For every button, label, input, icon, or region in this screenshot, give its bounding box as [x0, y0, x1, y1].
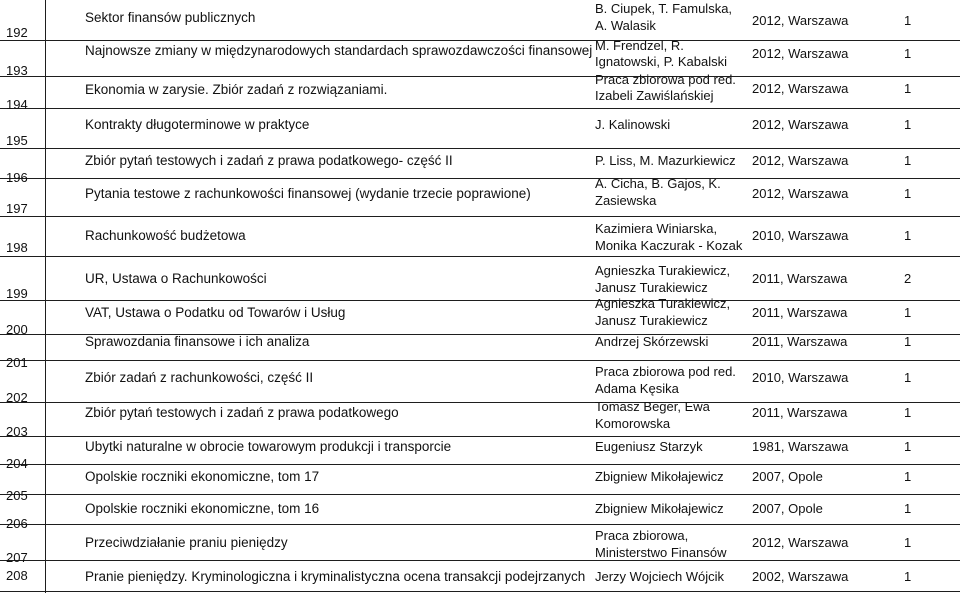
row-number: 204: [6, 456, 28, 471]
row-number: 203: [6, 424, 28, 439]
quantity: 1: [904, 228, 912, 243]
row-number: 195: [6, 133, 28, 148]
book-author-line: Ministerstwo Finansów: [595, 545, 727, 560]
book-title: Najnowsze zmiany w międzynarodowych standardach sprawozdawczości finansowej: [85, 43, 593, 58]
book-author-line: Tomasz Beger, Ewa: [595, 399, 710, 414]
quantity: 1: [904, 305, 912, 320]
book-author-line: J. Kalinowski: [595, 117, 671, 132]
row-divider: [0, 76, 960, 77]
book-title: Zbiór zadań z rachunkowości, część II: [85, 370, 314, 385]
book-author-line: Komorowska: [595, 416, 671, 431]
row-number: 196: [6, 170, 28, 185]
quantity: 1: [904, 370, 912, 385]
column-divider: [45, 0, 46, 593]
row-number: 192: [6, 25, 28, 40]
book-author-line: Praca zbiorowa,: [595, 528, 689, 543]
row-divider: [0, 524, 960, 525]
book-author-line: Jerzy Wojciech Wójcik: [595, 569, 725, 584]
book-title: Ubytki naturalne w obrocie towarowym produkcji i transporcie: [85, 439, 452, 454]
publication-year-place: 2012, Warszawa: [752, 13, 849, 28]
publication-year-place: 2012, Warszawa: [752, 46, 849, 61]
row-divider: [0, 591, 960, 592]
row-number: 194: [6, 97, 28, 112]
book-author-line: M. Frendzel, R.: [595, 38, 684, 53]
row-divider: [0, 436, 960, 437]
book-author-line: Zasiewska: [595, 193, 657, 208]
publication-year-place: 2012, Warszawa: [752, 153, 849, 168]
row-number: 200: [6, 322, 28, 337]
quantity: 1: [904, 81, 912, 96]
book-title: Pytania testowe z rachunkowości finansowej (wydanie trzecie poprawione): [85, 186, 531, 201]
row-number: 207: [6, 550, 28, 565]
book-author-line: A. Walasik: [595, 18, 656, 33]
book-title: Sprawozdania finansowe i ich analiza: [85, 334, 310, 349]
book-title: UR, Ustawa o Rachunkowości: [85, 271, 267, 286]
book-author-line: Ignatowski, P. Kabalski: [595, 54, 727, 69]
row-divider: [0, 464, 960, 465]
row-number: 208: [6, 568, 28, 583]
row-number: 201: [6, 355, 28, 370]
quantity: 1: [904, 405, 912, 420]
publication-year-place: 2011, Warszawa: [752, 334, 848, 349]
publication-year-place: 2007, Opole: [752, 501, 823, 516]
quantity: 1: [904, 13, 912, 28]
row-number: 205: [6, 488, 28, 503]
quantity: 1: [904, 439, 912, 454]
publication-year-place: 2002, Warszawa: [752, 569, 849, 584]
quantity: 1: [904, 46, 912, 61]
book-author-line: Zbigniew Mikołajewicz: [595, 501, 724, 516]
book-title: Zbiór pytań testowych i zadań z prawa podatkowego: [85, 405, 399, 420]
quantity: 1: [904, 153, 912, 168]
row-number: 193: [6, 63, 28, 78]
book-author-line: Eugeniusz Starzyk: [595, 439, 703, 454]
publication-year-place: 2007, Opole: [752, 469, 823, 484]
book-title: Rachunkowość budżetowa: [85, 228, 246, 243]
book-author-line: Monika Kaczurak - Kozak: [595, 238, 743, 253]
quantity: 1: [904, 569, 912, 584]
publication-year-place: 2012, Warszawa: [752, 535, 849, 550]
book-title: Przeciwdziałanie praniu pieniędzy: [85, 535, 288, 550]
row-divider: [0, 108, 960, 109]
row-divider: [0, 360, 960, 361]
book-title: Zbiór pytań testowych i zadań z prawa podatkowego- część II: [85, 153, 453, 168]
row-divider: [0, 402, 960, 403]
row-divider: [0, 148, 960, 149]
row-divider: [0, 560, 960, 561]
row-number: 198: [6, 240, 28, 255]
publication-year-place: 2012, Warszawa: [752, 117, 849, 132]
publication-year-place: 2010, Warszawa: [752, 370, 849, 385]
book-author-line: B. Ciupek, T. Famulska,: [595, 1, 733, 16]
publication-year-place: 1981, Warszawa: [752, 439, 849, 454]
book-author-line: Adama Kęsika: [595, 381, 679, 396]
book-author-line: Izabeli Zawiślańskiej: [595, 88, 714, 103]
publication-year-place: 2011, Warszawa: [752, 271, 848, 286]
book-author-line: Zbigniew Mikołajewicz: [595, 469, 724, 484]
book-title: Kontrakty długoterminowe w praktyce: [85, 117, 310, 132]
row-divider: [0, 178, 960, 179]
quantity: 1: [904, 334, 912, 349]
quantity: 2: [904, 271, 912, 286]
book-author-line: Janusz Turakiewicz: [595, 313, 708, 328]
publication-year-place: 2012, Warszawa: [752, 186, 849, 201]
book-author-line: Andrzej Skórzewski: [595, 334, 709, 349]
book-title: Pranie pieniędzy. Kryminologiczna i kryminalistyczna ocena transakcji podejrzanych: [85, 569, 586, 584]
quantity: 1: [904, 469, 912, 484]
row-number: 197: [6, 201, 28, 216]
book-title: Ekonomia w zarysie. Zbiór zadań z rozwiązaniami.: [85, 82, 388, 97]
row-divider: [0, 300, 960, 301]
book-title: Opolskie roczniki ekonomiczne, tom 16: [85, 501, 320, 516]
book-author-line: P. Liss, M. Mazurkiewicz: [595, 153, 736, 168]
row-divider: [0, 494, 960, 495]
publication-year-place: 2010, Warszawa: [752, 228, 849, 243]
book-author-line: Kazimiera Winiarska,: [595, 221, 718, 236]
publication-year-place: 2012, Warszawa: [752, 81, 849, 96]
book-author-line: Janusz Turakiewicz: [595, 280, 708, 295]
quantity: 1: [904, 535, 912, 550]
quantity: 1: [904, 501, 912, 516]
book-author-line: Praca zbiorowa pod red.: [595, 72, 736, 87]
row-divider: [0, 40, 960, 41]
row-divider: [0, 216, 960, 217]
book-title: Sektor finansów publicznych: [85, 10, 256, 25]
row-number: 199: [6, 286, 28, 301]
row-number: 202: [6, 390, 28, 405]
book-author-line: Praca zbiorowa pod red.: [595, 364, 736, 379]
publication-year-place: 2011, Warszawa: [752, 405, 848, 420]
row-number: 206: [6, 516, 28, 531]
book-author-line: Agnieszka Turakiewicz,: [595, 263, 731, 278]
publication-year-place: 2011, Warszawa: [752, 305, 848, 320]
quantity: 1: [904, 186, 912, 201]
book-author-line: A. Cicha, B. Gajos, K.: [595, 176, 721, 191]
row-divider: [0, 256, 960, 257]
book-author-line: Agnieszka Turakiewicz,: [595, 296, 731, 311]
quantity: 1: [904, 117, 912, 132]
book-title: VAT, Ustawa o Podatku od Towarów i Usług: [85, 305, 346, 320]
book-title: Opolskie roczniki ekonomiczne, tom 17: [85, 469, 320, 484]
